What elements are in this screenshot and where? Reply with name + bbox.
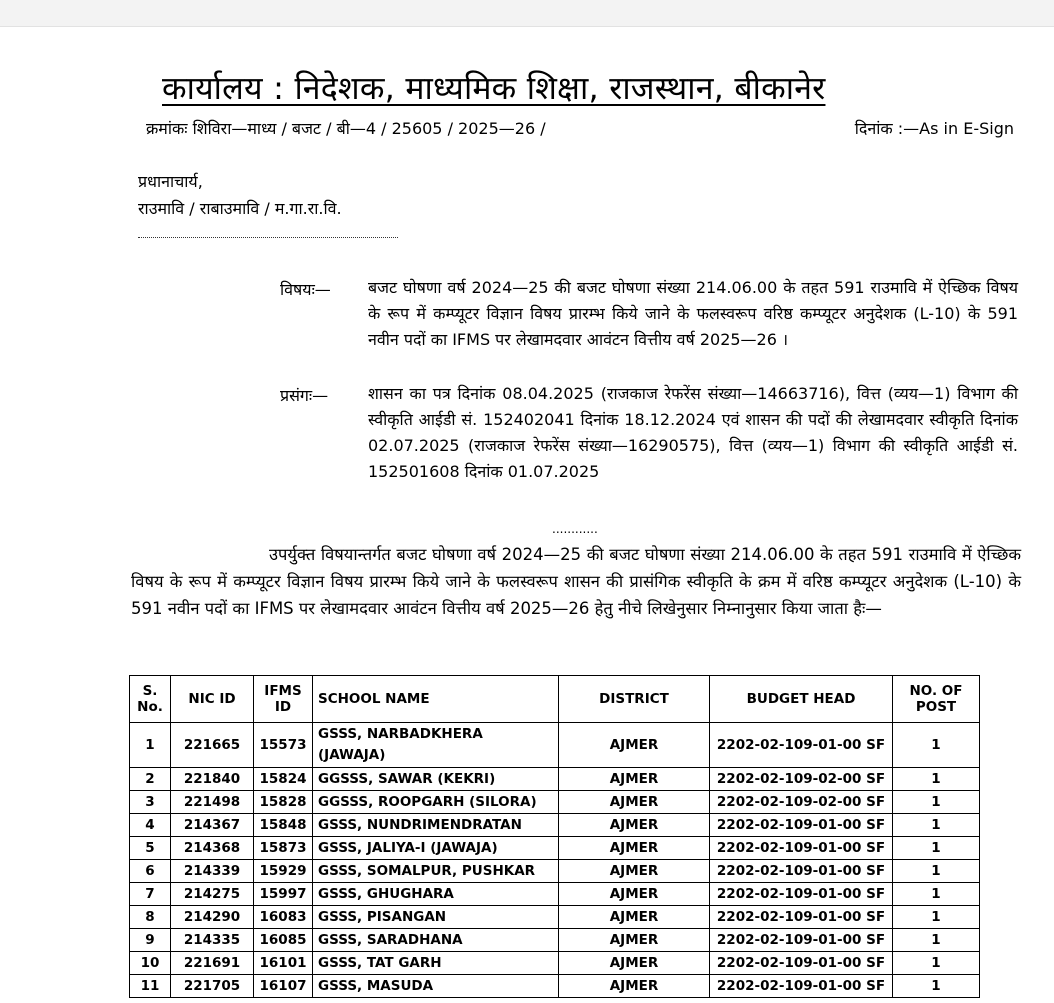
cell-school-name: GSSS, JALIYA-I (JAWAJA) xyxy=(313,837,559,860)
col-header-district: DISTRICT xyxy=(559,676,710,723)
page-title: कार्यालय : निदेशक, माध्यमिक शिक्षा, राजस्थान, बीकानेर xyxy=(162,69,826,107)
table-row xyxy=(130,768,980,791)
cell-school-name: GGSSS, SAWAR (KEKRI) xyxy=(313,768,559,791)
table-row xyxy=(130,814,980,837)
allocation-table xyxy=(129,675,980,998)
cell-no-of-post: 1 xyxy=(893,768,980,791)
cell-district: AJMER xyxy=(559,929,710,952)
cell-sno: 11 xyxy=(130,975,171,998)
cell-ifms-id: 15848 xyxy=(254,814,313,837)
body-paragraph-first: उपर्युक्त विषयान्तर्गत बजट घोषणा वर्ष 2024—25 की बजट घोषणा संख्या 214.06.00 के तहत xyxy=(269,545,866,564)
table-body xyxy=(130,723,980,998)
col-header-ifms-id: IFMS ID xyxy=(254,676,313,723)
table-row xyxy=(130,883,980,906)
cell-district: AJMER xyxy=(559,837,710,860)
cell-no-of-post: 1 xyxy=(893,860,980,883)
cell-school-name: GSSS, SARADHANA xyxy=(313,929,559,952)
cell-ifms-id: 15824 xyxy=(254,768,313,791)
cell-budget-head: 2202-02-109-01-00 SF xyxy=(710,929,893,952)
cell-no-of-post: 1 xyxy=(893,837,980,860)
reference-label: प्रसंगः— xyxy=(280,386,329,405)
addressee-blank-line xyxy=(138,231,398,238)
cell-no-of-post: 1 xyxy=(893,723,980,768)
subject-label: विषयः— xyxy=(280,280,331,299)
cell-ifms-id: 16085 xyxy=(254,929,313,952)
cell-no-of-post: 1 xyxy=(893,814,980,837)
cell-sno: 4 xyxy=(130,814,171,837)
cell-ifms-id: 15929 xyxy=(254,860,313,883)
cell-district: AJMER xyxy=(559,860,710,883)
cell-nic-id: 214275 xyxy=(171,883,254,906)
col-header-budget-head: BUDGET HEAD xyxy=(710,676,893,723)
table-row xyxy=(130,791,980,814)
cell-district: AJMER xyxy=(559,768,710,791)
reference-text: शासन का पत्र दिनांक 08.04.2025 (राजकाज रेफरेंस संख्या—14663716), वित्त (व्यय—1) विभाग की स्वीकृति आईडी सं. 152402041 दिनांक 18.12.2024 एवं शासन की पदों की लेखामदवार स्वीकृति दिनांक 02.07.2025 (राजकाज रेफरेंस संख्या—16290575), वित्त (व्यय—1) विभाग की स्वीकृति आईडी सं. 152501608 दिनांक 01.07.2025 xyxy=(368,384,1018,481)
cell-ifms-id: 15873 xyxy=(254,837,313,860)
cell-no-of-post: 1 xyxy=(893,952,980,975)
table-header-row xyxy=(130,676,980,723)
table-row xyxy=(130,929,980,952)
cell-budget-head: 2202-02-109-01-00 SF xyxy=(710,837,893,860)
cell-sno: 6 xyxy=(130,860,171,883)
table-row xyxy=(130,860,980,883)
cell-ifms-id: 16083 xyxy=(254,906,313,929)
cell-budget-head: 2202-02-109-01-00 SF xyxy=(710,906,893,929)
cell-district: AJMER xyxy=(559,975,710,998)
cell-nic-id: 221840 xyxy=(171,768,254,791)
cell-nic-id: 214368 xyxy=(171,837,254,860)
cell-budget-head: 2202-02-109-01-00 SF xyxy=(710,860,893,883)
cell-district: AJMER xyxy=(559,883,710,906)
cell-nic-id: 221665 xyxy=(171,723,254,768)
cell-district: AJMER xyxy=(559,952,710,975)
table-row xyxy=(130,723,980,768)
cell-no-of-post: 1 xyxy=(893,906,980,929)
cell-school-name: GSSS, NARBADKHERA (JAWAJA) xyxy=(313,723,559,768)
body-paragraph-rest: 591 राउमावि में ऐच्छिक विषय के रूप में कम्प्यूटर विज्ञान विषय प्रारम्भ किये जाने के फलस्वरूप शासन की प्रासंगिक स्वीकृति के क्रम में वरिष्ठ कम्प्यूटर अनुदेशक (L-10) के 591 नवीन पदों का IFMS पर लेखामदवार आवंटन वित्तीय वर्ष 2025—26 हेतु नीचे लिखेनुसार निम्नानुसार किया जाता हैः— xyxy=(131,545,1022,618)
cell-sno: 3 xyxy=(130,791,171,814)
cell-sno: 2 xyxy=(130,768,171,791)
cell-no-of-post: 1 xyxy=(893,929,980,952)
cell-school-name: GSSS, MASUDA xyxy=(313,975,559,998)
col-header-no-of-post: NO. OF POST xyxy=(893,676,980,723)
cell-school-name: GSSS, GHUGHARA xyxy=(313,883,559,906)
cell-school-name: GSSS, PISANGAN xyxy=(313,906,559,929)
subject-text: बजट घोषणा वर्ष 2024—25 की बजट घोषणा संख्या 214.06.00 के तहत 591 राउमावि में ऐच्छिक विषय के रूप में कम्प्यूटर विज्ञान विषय प्रारम्भ किये जाने के फलस्वरूप वरिष्ठ कम्प्यूटर अनुदेशक (L-10) के 591 नवीन पदों का IFMS पर लेखामदवार आवंटन वित्तीय वर्ष 2025—26 । xyxy=(368,278,1018,349)
cell-budget-head: 2202-02-109-01-00 SF xyxy=(710,883,893,906)
table-row xyxy=(130,975,980,998)
table-row xyxy=(130,906,980,929)
cell-sno: 8 xyxy=(130,906,171,929)
reference-number: क्रमांकः शिविरा—माध्य / बजट / बी—4 / 25605 / 2025—26 / xyxy=(146,119,546,138)
separator-dots: ............ xyxy=(552,522,598,536)
cell-budget-head: 2202-02-109-01-00 SF xyxy=(710,723,893,768)
cell-nic-id: 214290 xyxy=(171,906,254,929)
cell-nic-id: 214339 xyxy=(171,860,254,883)
cell-school-name: GSSS, TAT GARH xyxy=(313,952,559,975)
cell-sno: 5 xyxy=(130,837,171,860)
table-row xyxy=(130,837,980,860)
cell-school-name: GGSSS, ROOPGARH (SILORA) xyxy=(313,791,559,814)
cell-budget-head: 2202-02-109-01-00 SF xyxy=(710,814,893,837)
cell-sno: 7 xyxy=(130,883,171,906)
viewer-top-bar xyxy=(0,0,1054,27)
col-header-sno: S. No. xyxy=(130,676,171,723)
cell-district: AJMER xyxy=(559,723,710,768)
cell-nic-id: 221691 xyxy=(171,952,254,975)
cell-budget-head: 2202-02-109-02-00 SF xyxy=(710,791,893,814)
cell-no-of-post: 1 xyxy=(893,975,980,998)
col-header-nic-id: NIC ID xyxy=(171,676,254,723)
cell-budget-head: 2202-02-109-02-00 SF xyxy=(710,768,893,791)
col-header-school-name: SCHOOL NAME xyxy=(313,676,559,723)
cell-nic-id: 214335 xyxy=(171,929,254,952)
cell-district: AJMER xyxy=(559,791,710,814)
cell-sno: 1 xyxy=(130,723,171,768)
cell-school-name: GSSS, SOMALPUR, PUSHKAR xyxy=(313,860,559,883)
cell-district: AJMER xyxy=(559,814,710,837)
addressee-schools: राउमावि / राबाउमावि / म.गा.रा.वि. xyxy=(138,199,342,218)
cell-ifms-id: 16101 xyxy=(254,952,313,975)
cell-nic-id: 221498 xyxy=(171,791,254,814)
cell-nic-id: 221705 xyxy=(171,975,254,998)
cell-nic-id: 214367 xyxy=(171,814,254,837)
cell-school-name: GSSS, NUNDRIMENDRATAN xyxy=(313,814,559,837)
cell-budget-head: 2202-02-109-01-00 SF xyxy=(710,952,893,975)
cell-no-of-post: 1 xyxy=(893,791,980,814)
cell-ifms-id: 15573 xyxy=(254,723,313,768)
cell-sno: 9 xyxy=(130,929,171,952)
cell-district: AJMER xyxy=(559,906,710,929)
table-row xyxy=(130,952,980,975)
letter-date: दिनांक :—As in E-Sign xyxy=(854,119,1014,138)
cell-ifms-id: 16107 xyxy=(254,975,313,998)
addressee-title: प्रधानाचार्य, xyxy=(138,172,203,191)
cell-ifms-id: 15997 xyxy=(254,883,313,906)
cell-sno: 10 xyxy=(130,952,171,975)
cell-ifms-id: 15828 xyxy=(254,791,313,814)
cell-budget-head: 2202-02-109-01-00 SF xyxy=(710,975,893,998)
cell-no-of-post: 1 xyxy=(893,883,980,906)
body-paragraph xyxy=(131,541,1021,622)
